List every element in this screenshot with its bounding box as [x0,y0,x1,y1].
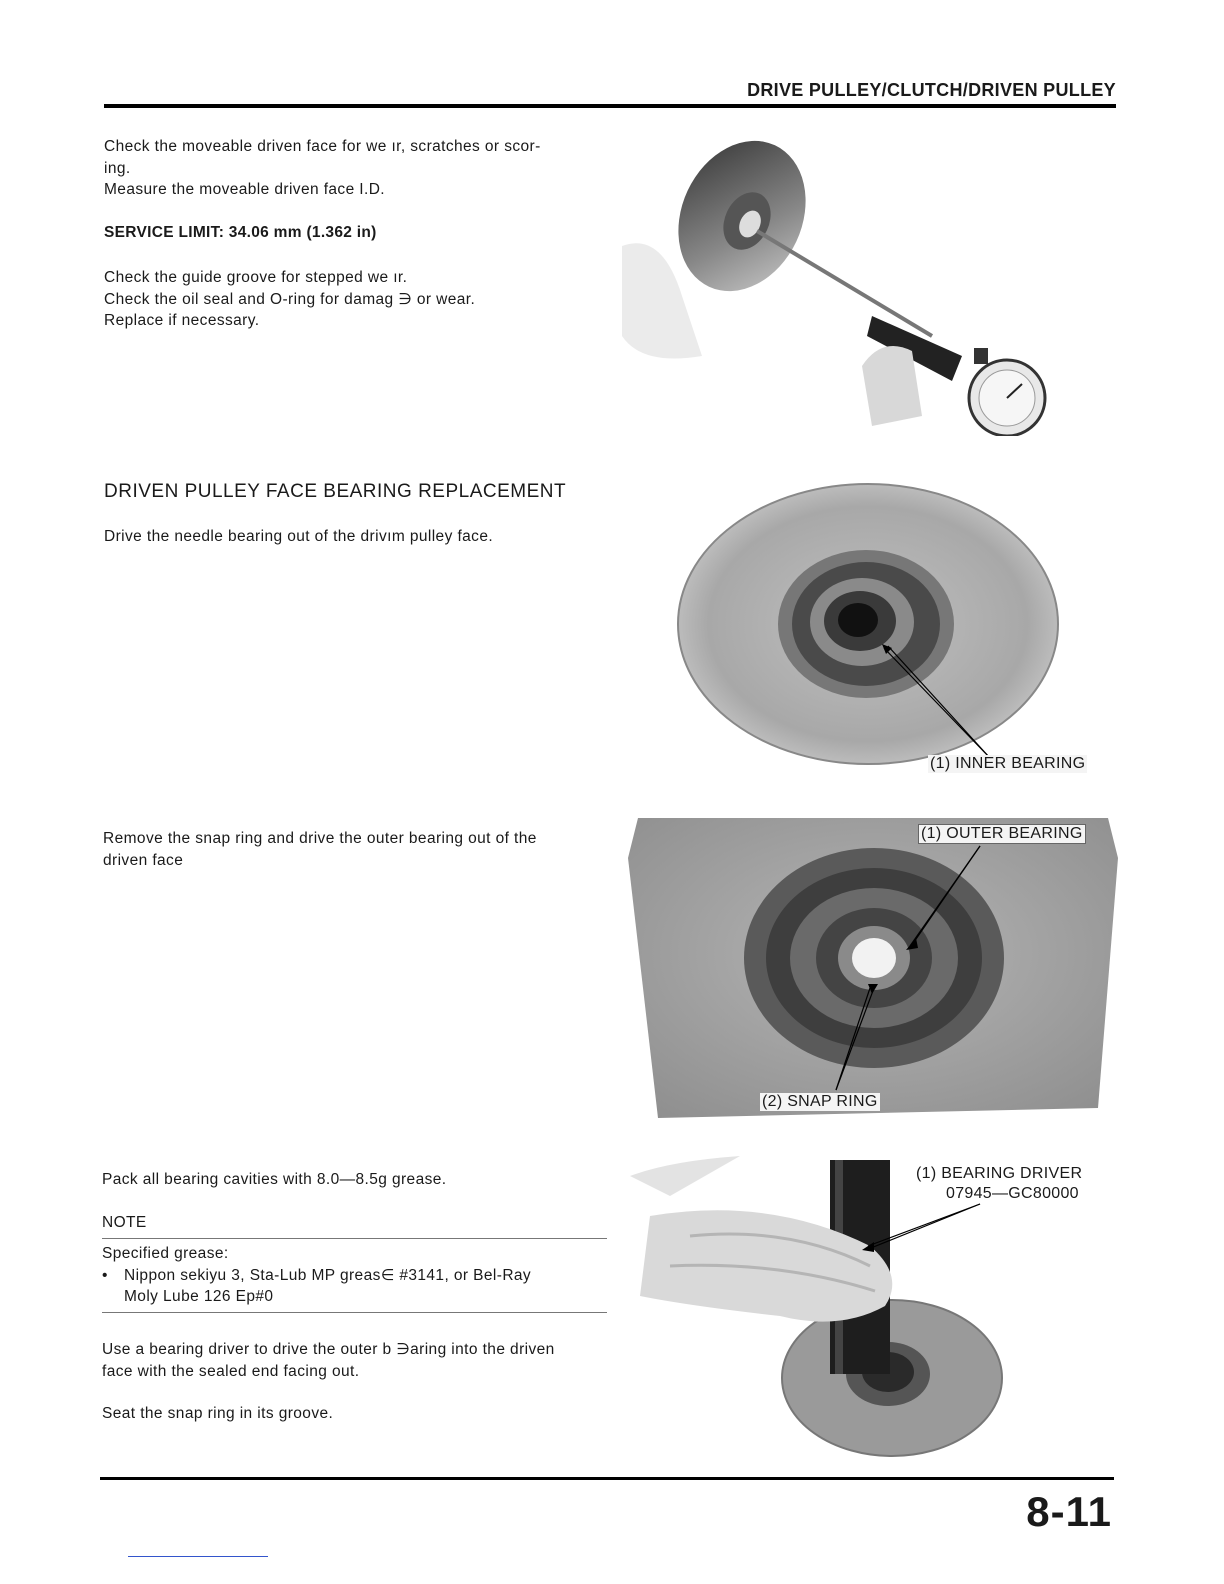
page-number: 8-11 [1026,1488,1112,1535]
section-title: DRIVEN PULLEY FACE BEARING REPLACEMENT [104,481,567,502]
outer-bearing-removal-instructions [103,828,608,871]
inner-bearing-instructions: Drive the needle bearing out of the drivım pulley face. [104,528,494,545]
bullet-text: Nippon sekiyu 3, Sta-Lub MP greas∈ #3141, or Bel-Ray [124,1267,532,1284]
text-line: Use a bearing driver to drive the outer b ∋aring into the driven [102,1341,555,1358]
callout-label: (1) BEARING DRIVER [916,1165,1083,1182]
footer-rule [100,1477,1114,1480]
note-label: NOTE [102,1214,147,1231]
bullet-line [102,1265,607,1286]
note-bullet [102,1265,607,1307]
pack-grease-instructions: Pack all bearing cavities with 8.0—8.5g grease. [102,1171,447,1188]
callout-snap-ring: (2) SNAP RING [762,1093,878,1110]
text-line: ing. [104,159,131,177]
callout-bearing-driver [916,1164,1082,1204]
service-limit: SERVICE LIMIT: 34.06 mm (1.362 in) [104,224,377,241]
header-rule [104,104,1116,108]
text-line: Measure the moveable driven face I.D. [104,181,386,198]
text-line: Remove the snap ring and drive the outer bearing out of the [103,830,537,847]
bearing-driver-instructions [102,1339,607,1382]
photo-outer-bearing-snap-ring [628,818,1118,1118]
text-line: Check the oil seal and O-ring for damag ∋ or wear. [104,290,476,308]
callout-inner-bearing: (1) INNER BEARING [930,755,1086,772]
note-top-rule [102,1238,607,1239]
photo-measure-driven-face [622,136,1066,436]
bullet-mark: • [102,1267,108,1284]
text-line: driven face [103,851,184,869]
guide-groove-instructions [104,267,609,332]
note-bottom-rule [102,1312,607,1313]
tool-part-number: 07945—GC80000 [946,1185,1079,1202]
moveable-face-instructions [104,136,609,201]
text-line: Replace if necessary. [104,312,260,329]
page-header-title: DRIVE PULLEY/CLUTCH/DRIVEN PULLEY [747,80,1116,100]
text-line: face with the sealed end facing out. [102,1362,360,1380]
text-line: Check the moveable driven face for we ır, scratches or scor- [104,138,541,155]
text-line: Check the guide groove for stepped we ır. [104,269,408,286]
note-heading: Specified grease: [102,1245,229,1262]
photo-inner-bearing [670,478,1100,784]
callout-outer-bearing: (1) OUTER BEARING [918,824,1086,844]
bullet-line-continued: Moly Lube 126 Ep#0 [124,1288,274,1305]
snap-ring-seat-instructions: Seat the snap ring in its groove. [102,1405,334,1422]
footer-underline [128,1556,268,1557]
